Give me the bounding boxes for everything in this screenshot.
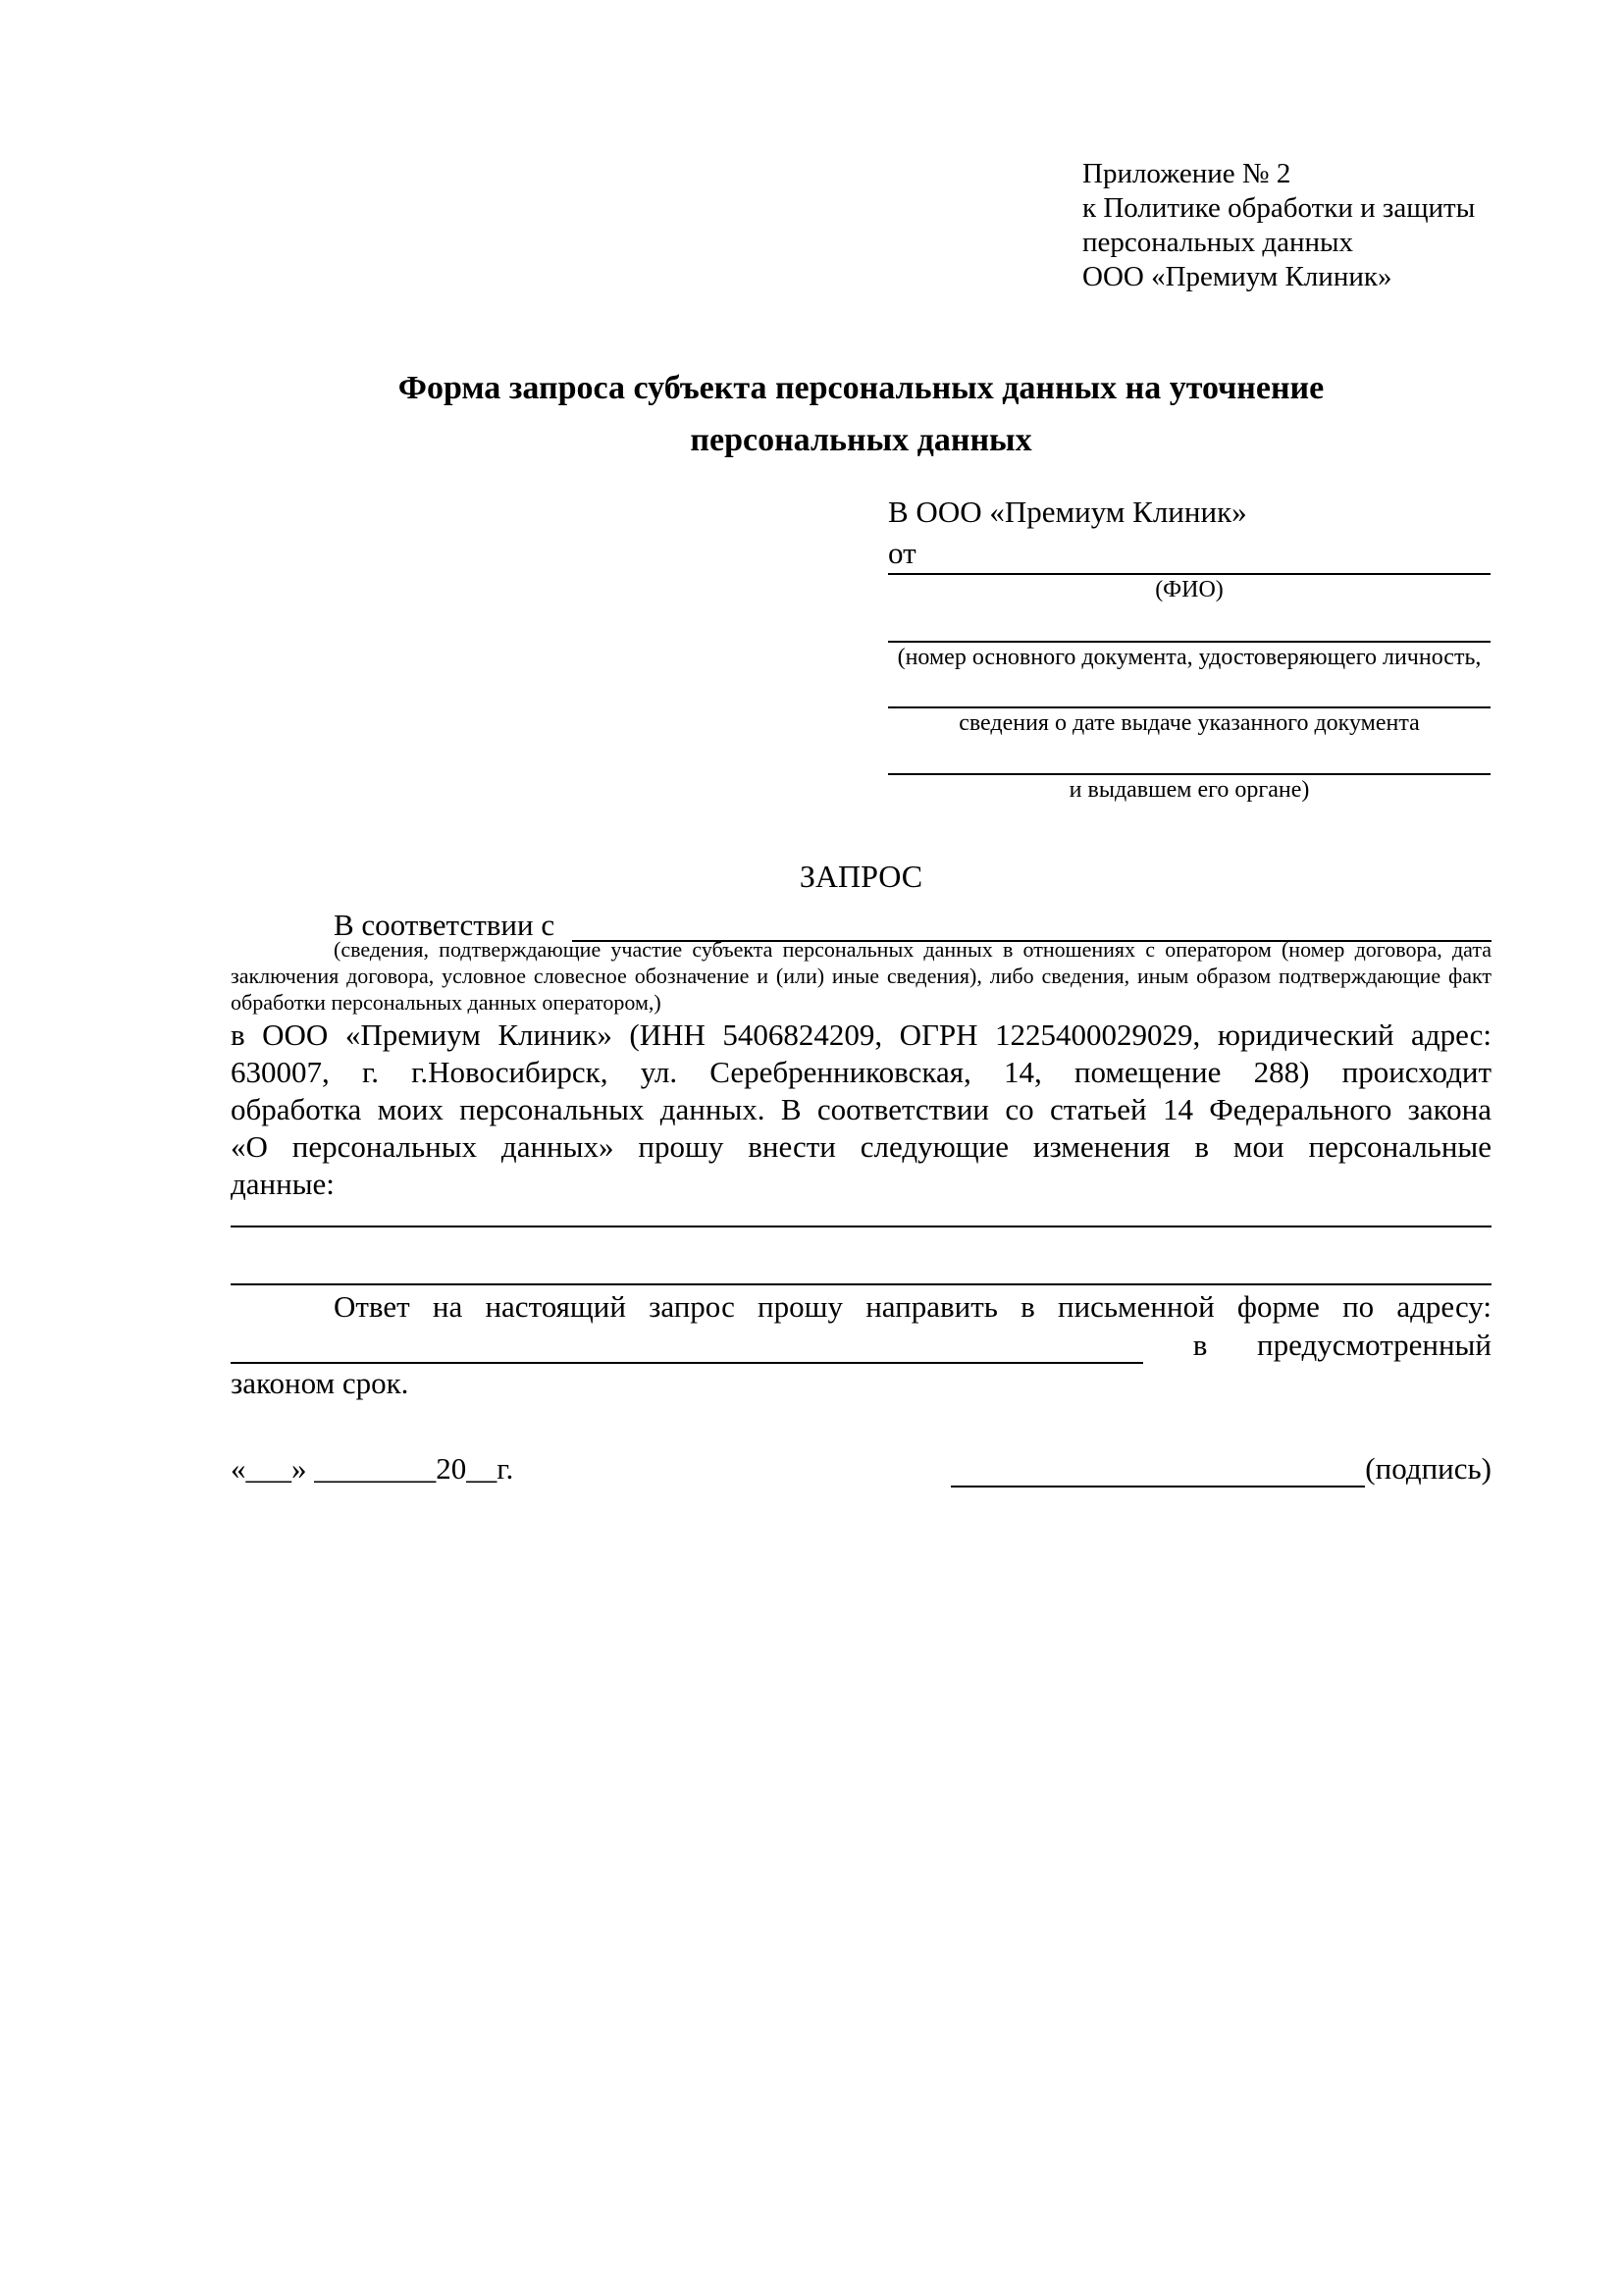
document-number-caption: (номер основного документа, удостоверяющего личность, [897,645,1482,670]
body-line-1: в ООО «Премиум Клиник» (ИНН 5406824209, ОГРН 1225400029029, юридический адрес: [231,1018,1492,1052]
addressee-from-label: от [888,533,1491,575]
issue-date-caption: сведения о дате выдаче указанного документа [959,710,1420,736]
changes-blank-line-1 [231,1203,1492,1227]
date-signature-row [231,1449,1492,1487]
addressee-to: В ООО «Премиум Клиник» [888,495,1247,529]
issuing-authority-blank-line [888,738,1491,775]
body-line-5: данные: [231,1167,335,1201]
body-paragraph [231,1017,1492,1203]
reply-word-2: предусмотренный [1257,1328,1492,1362]
document-number-blank-line [888,604,1491,643]
page-title-line-1: Форма запроса субъекта персональных данных на уточнение [397,370,1325,406]
appendix-line-2: к Политике обработки и защиты [1082,192,1476,224]
reply-word-1: в [1192,1328,1208,1362]
appendix-line-4: ООО «Премиум Клиник» [1082,261,1392,292]
request-heading: ЗАПРОС [799,859,923,894]
changes-blank-line-2 [231,1228,1492,1285]
address-blank-line [231,1331,1143,1364]
appendix-header [1082,157,1504,294]
body-line-2: 630007, г. г.Новосибирск, ул. Серебренниковская, 14, помещение 288) происходит [231,1055,1492,1089]
reply-end: законом срок. [231,1366,409,1400]
addressee-block [888,492,1491,805]
appendix-line-1: Приложение № 2 [1082,158,1291,189]
signature-caption: (подпись) [1365,1451,1492,1486]
reply-address-row [231,1326,1492,1364]
reply-paragraph [231,1287,1492,1402]
date-blank: «___» ________20__г. [231,1451,514,1486]
appendix-line-3: персональных данных [1082,227,1354,258]
issuing-authority-caption: и выдавшем его органе) [1069,777,1310,803]
body-line-4: «О персональных данных» прошу внести следующие изменения в мои персональные [231,1129,1492,1164]
signature-group [951,1449,1492,1487]
issue-date-blank-line [888,672,1491,708]
reply-sentence: Ответ на настоящий запрос прошу направить в письменной форме по адресу: [334,1289,1492,1324]
signature-blank-line [951,1455,1365,1487]
footnote-text: (сведения, подтверждающие участие субъекта персональных данных в отношениях с оператором (номер договора, дата заключения договора, условное словесное обозначение и (или) иные сведения), либо сведения, иным образом подтверждающие факт обработки персональных данных оператором,) [231,937,1492,1015]
page-title [231,362,1492,466]
body-line-3: обработка моих персональных данных. В соответствии со статьей 14 Федерального закона [231,1092,1492,1126]
intro-label-text: В соответствии с [334,908,555,942]
fio-caption: (ФИО) [1155,577,1224,602]
page-title-line-2: персональных данных [690,422,1032,458]
